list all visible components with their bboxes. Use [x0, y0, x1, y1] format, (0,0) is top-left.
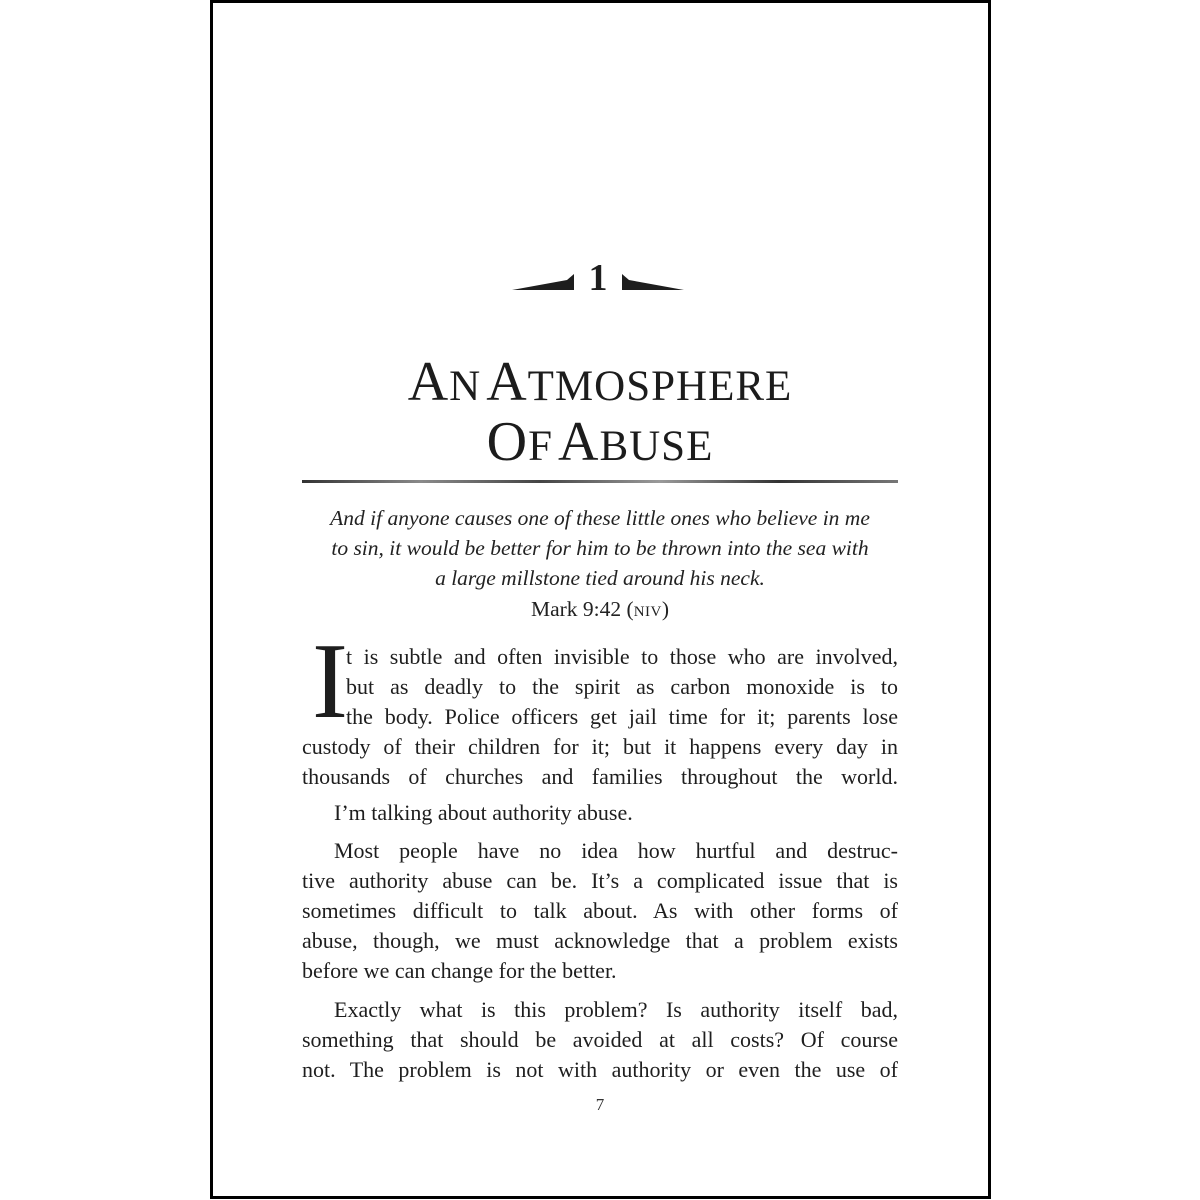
title-word-rest: BUSE — [599, 423, 714, 470]
paragraph-3 — [302, 836, 898, 986]
epigraph-citation: Mark 9:42 (NIV) — [530, 597, 670, 621]
text-line: Exactly what is this problem? Is authority itself bad, — [334, 997, 898, 1022]
scripture-reference: Mark 9:42 — [530, 597, 622, 621]
bible-version: NIV — [633, 604, 662, 620]
chapter-number: 1 — [588, 262, 608, 292]
title-divider-rule — [302, 480, 898, 483]
drop-cap: I — [312, 622, 348, 741]
epigraph-line: And if anyone causes one of these little ones who believe in me — [330, 506, 870, 530]
chapter-title-line-2 — [300, 412, 900, 486]
text-line: the body. Police officers get jail time for it; parents lose — [346, 704, 898, 729]
epigraph-line: to sin, it would be better for him to be thrown into the sea with — [331, 536, 869, 560]
title-word-cap: A — [486, 351, 528, 413]
text-line: not. The problem is not with authority or even the use of — [302, 1057, 898, 1082]
title-word-rest: TMOSPHERE — [527, 363, 793, 410]
epigraph-line: a large millstone tied around his neck. — [435, 566, 765, 590]
paragraph-4 — [302, 995, 898, 1085]
paragraph-1 — [302, 622, 898, 792]
text-line: thousands of churches and families throughout the world. — [302, 764, 898, 789]
paragraph-2 — [302, 798, 898, 828]
text-line: I’m talking about authority abuse. — [334, 800, 633, 825]
text-line: before we can change for the better. — [302, 958, 617, 983]
text-line: Most people have no idea how hurtful and destruc- — [334, 838, 898, 863]
title-word-rest: N — [449, 363, 482, 410]
text-line: sometimes difficult to talk about. As with other forms of — [302, 898, 898, 923]
title-word-rest: F — [528, 423, 553, 470]
text-line: t is subtle and often invisible to those who are involved, — [346, 644, 898, 669]
page-number: 7 — [595, 1095, 605, 1114]
epigraph-quote — [302, 503, 898, 593]
title-word-cap: A — [407, 351, 450, 413]
title-word-cap: O — [486, 411, 529, 473]
chapter-number-ornament-icon — [512, 262, 684, 292]
text-line: abuse, though, we must acknowledge that a problem exists — [302, 928, 898, 953]
text-line: something that should be avoided at all costs? Of course — [302, 1027, 898, 1052]
text-line: but as deadly to the spirit as carbon monoxide is to — [346, 674, 898, 699]
text-line: tive authority abuse can be. It’s a complicated issue that is — [302, 868, 898, 893]
text-line: custody of their children for it; but it happens every day in — [302, 734, 898, 759]
title-word-cap: A — [558, 411, 600, 473]
